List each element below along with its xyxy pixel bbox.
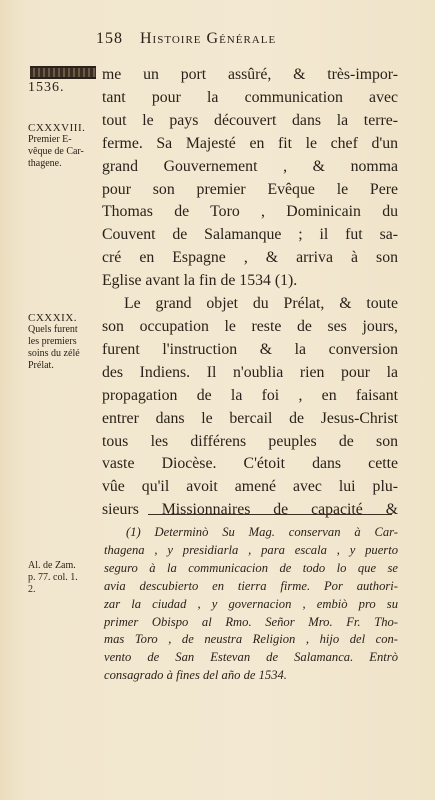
text-line: vaste Diocèse. C'étoit dans cette — [102, 455, 398, 473]
text-line: Thomas de Toro , Dominicain du — [102, 203, 398, 221]
footnote-line: consagrado à fines del año de 1534. — [104, 668, 287, 683]
footnote-line: thagena , y presidiarla , para escala , y puerto — [104, 542, 398, 557]
margin-note-line: Al. de Zam. — [28, 560, 76, 571]
margin-note-line: Quels furent — [28, 324, 78, 335]
margin-note-line: p. 77. col. 1. — [28, 572, 78, 583]
footnote-line: zar la ciudad , y governacion , embiò pro su — [104, 596, 398, 611]
text-line: vûe qu'il avoit amené avec lui plu- — [102, 478, 398, 496]
margin-note-line: soins du zélé — [28, 348, 80, 359]
margin-year — [28, 82, 102, 95]
text-line: sieurs Missionnaires de capacité & — [102, 501, 398, 519]
text-line: entrer dans le bercail de Jesus-Christ — [102, 409, 398, 427]
footnote-line: seguro à la communicacion de todo lo que se — [104, 560, 398, 575]
text-line: Le grand objet du Prélat, & toute — [124, 295, 398, 313]
margin-note-139 — [28, 312, 102, 372]
section-number: CXXXIX. — [28, 312, 78, 324]
year-label: 1536. — [28, 80, 65, 95]
text-line: Couvent de Salamanque ; il fut sa- — [102, 226, 398, 244]
text-line: pour son premier Evêque le Pere — [102, 180, 398, 198]
footnote-line: avia descubierto en tierra firme. Por authori- — [104, 578, 398, 593]
text-line: furent l'instruction & la conversion — [102, 340, 398, 358]
section-number: CXXXVIII. — [28, 122, 86, 134]
text-line: des Indiens. Il n'oublia rien pour la — [102, 363, 398, 381]
text-line: me un port assûré, & très-impor- — [102, 66, 398, 83]
footnote-line: vento de San Estevan de Salamanca. Entrò — [104, 650, 398, 665]
margin-note-line: thagene. — [28, 158, 62, 169]
margin-note-line: Prélat. — [28, 360, 54, 371]
footnote-line: mas Toro , de neustra Religion , hijo del con- — [104, 632, 398, 647]
text-line: cré en Espagne , & arriva à son — [102, 249, 398, 267]
text-line: tous les différens peuples de son — [102, 432, 398, 450]
text-line: tant pour la communication avec — [102, 88, 398, 106]
footnote — [104, 524, 398, 685]
ornamental-rule — [30, 66, 96, 79]
text-line: grand Gouvernement , & nomma — [102, 157, 398, 175]
text-line: tout le pays découvert dans la terre- — [102, 111, 398, 129]
footnote-source-reference — [28, 560, 102, 596]
footnote-separator — [148, 514, 392, 515]
text-line: ferme. Sa Majesté en fit le chef d'un — [102, 134, 398, 152]
running-header — [96, 30, 405, 48]
body-text — [102, 64, 398, 522]
text-line: son occupation le reste de ses jours, — [102, 317, 398, 335]
footnote-line: (1) Determinò Su Mag. conservan à Car- — [126, 525, 398, 539]
margin-note-line: Premier E- — [28, 134, 72, 145]
margin-note-line: les premiers — [28, 336, 77, 347]
margin-note-line: vêque de Car- — [28, 146, 84, 157]
page-number: 158 — [96, 30, 123, 47]
text-line: Eglise avant la fin de 1534 (1). — [102, 272, 298, 290]
running-title: Histoire Générale — [140, 30, 277, 47]
footnote-line: primer Obispo al Rmo. Señor Mro. Fr. Tho- — [104, 614, 398, 629]
margin-note-line: 2. — [28, 584, 36, 595]
margin-note-138 — [28, 122, 102, 170]
text-line: propagation de la foi , en faisant — [102, 386, 398, 404]
